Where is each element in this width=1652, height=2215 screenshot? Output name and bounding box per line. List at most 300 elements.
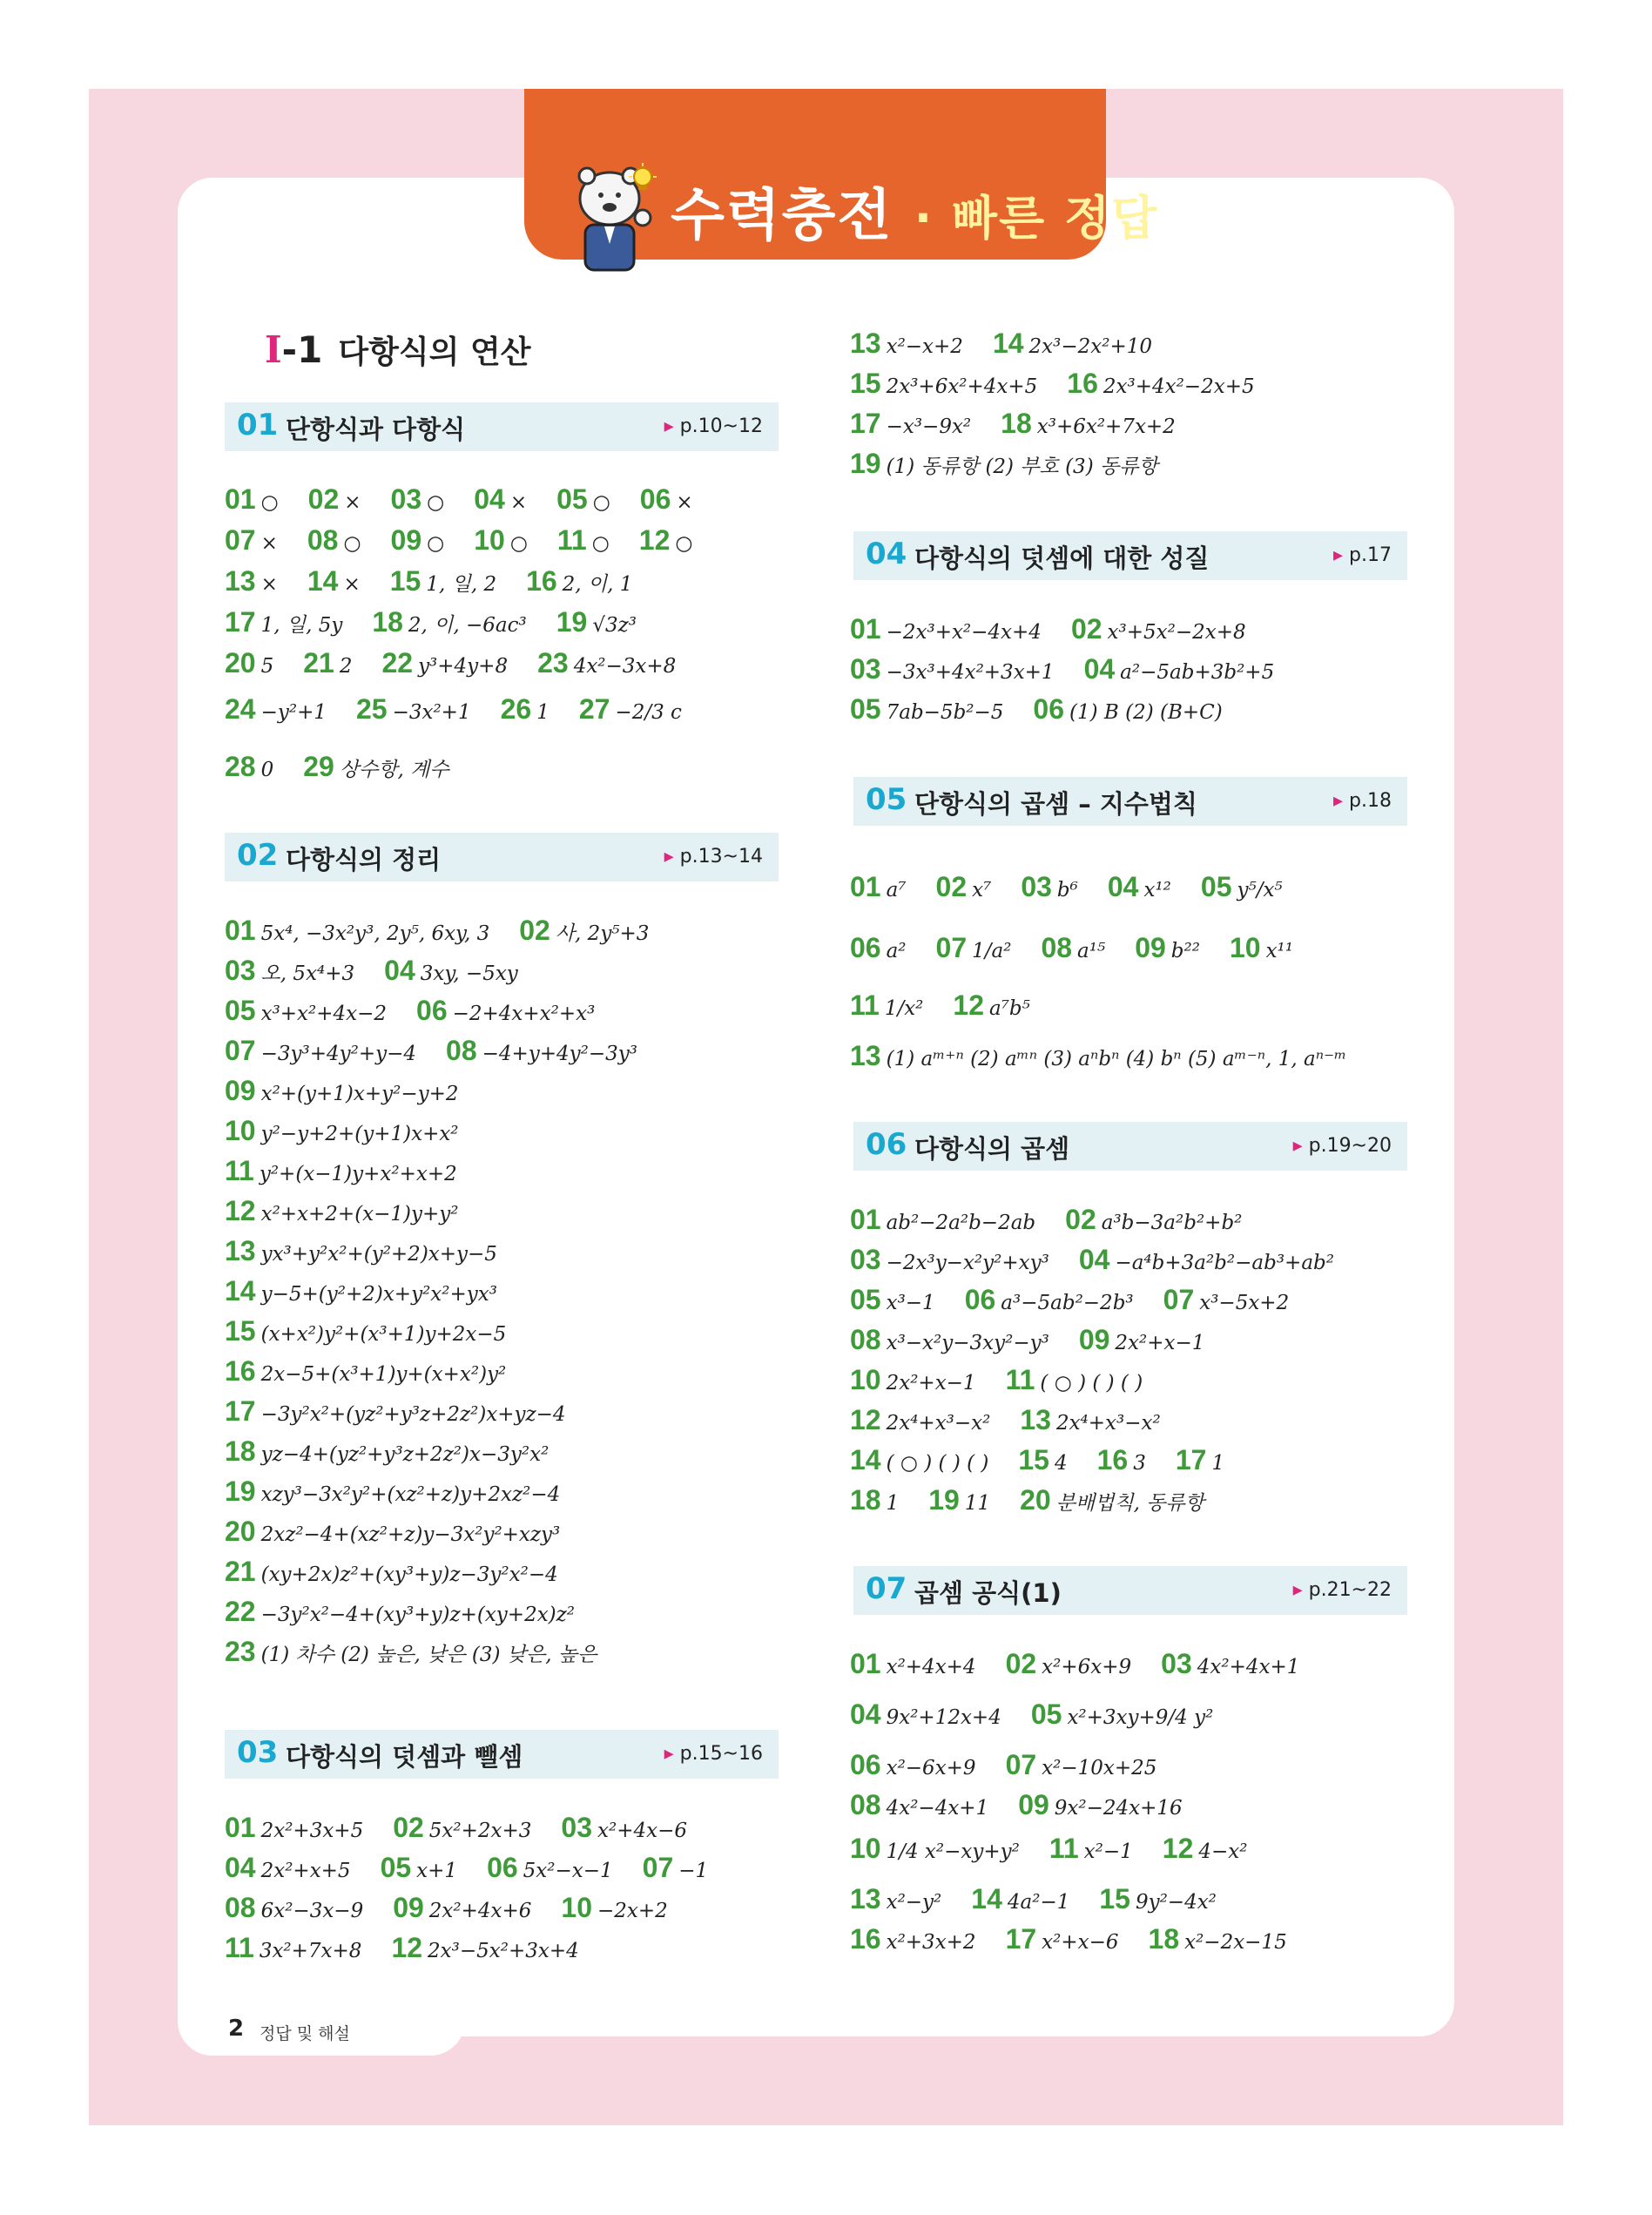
answer-value: x¹² — [1143, 879, 1171, 902]
answer-item — [1067, 368, 1254, 400]
answer-value: 1 — [536, 701, 550, 724]
answer-item — [225, 524, 278, 557]
answer-number: 06 — [1033, 693, 1065, 725]
answer-item — [561, 1892, 667, 1924]
answer-item — [225, 1596, 575, 1628]
answer-value: x³−1 — [886, 1292, 935, 1314]
answer-number: 12 — [953, 989, 984, 1021]
answer-item — [556, 606, 637, 638]
answer-value: 3 — [1133, 1452, 1146, 1475]
section-number: 02 — [237, 838, 279, 873]
answer-number: 05 — [380, 1852, 412, 1883]
answer-number: 08 — [225, 1892, 256, 1923]
answer-value: 오, 5x⁴+3 — [260, 962, 355, 985]
answer-value: ( ○ ) ( ) ( ) — [886, 1452, 989, 1475]
unit-number: -1 — [281, 328, 323, 371]
answer-row — [225, 565, 662, 598]
answer-value: × — [344, 491, 361, 514]
answer-item — [225, 693, 327, 726]
answer-item — [225, 1476, 560, 1508]
answer-value: 3xy, −5xy — [420, 962, 518, 985]
answer-number: 15 — [389, 565, 421, 597]
answer-number: 04 — [850, 1698, 881, 1730]
answer-value: −3x³+4x²+3x+1 — [886, 661, 1055, 684]
answer-row — [850, 1789, 1212, 1821]
answer-number: 23 — [225, 1636, 256, 1667]
answer-value: 2x³+6x²+4x+5 — [886, 375, 1038, 398]
answer-number: 17 — [225, 606, 256, 638]
answer-value: −2x³+x²−4x+4 — [886, 621, 1042, 644]
answer-item — [225, 751, 273, 783]
answer-number: 13 — [1020, 1404, 1051, 1435]
answer-value: y−5+(y²+2)x+y²x²+yx³ — [260, 1283, 497, 1306]
answer-row — [225, 1075, 489, 1107]
section-title: 곱셈 공식(1) — [914, 1578, 1062, 1608]
answer-value: 사, 2y⁵+3 — [555, 922, 650, 945]
answer-number: 09 — [225, 1075, 256, 1106]
answer-number: 09 — [390, 524, 422, 556]
answer-row — [850, 1923, 1317, 1955]
answer-item — [850, 1883, 941, 1915]
answer-number: 13 — [850, 1883, 881, 1914]
answer-item — [1006, 1648, 1132, 1680]
answer-row — [850, 1244, 1364, 1276]
answer-value: x²−6x+9 — [886, 1757, 976, 1779]
answer-row — [225, 1195, 489, 1227]
answer-row — [225, 1115, 489, 1147]
answer-item — [850, 653, 1055, 685]
answer-item — [936, 871, 992, 903]
answer-value: a⁷b⁵ — [989, 997, 1030, 1020]
answer-value: × — [343, 573, 361, 596]
answer-number: 04 — [1083, 653, 1116, 685]
answer-number: 06 — [639, 483, 671, 515]
section-title: 다항식의 정리 — [286, 845, 442, 875]
answer-number: 13 — [850, 1040, 881, 1071]
answer-number: 24 — [225, 693, 256, 725]
answer-item — [1097, 1444, 1146, 1476]
answer-value: × — [676, 491, 693, 514]
answer-item — [356, 693, 471, 726]
answer-item — [850, 1923, 976, 1955]
answer-number: 16 — [1067, 368, 1098, 399]
answer-item — [850, 1789, 988, 1821]
answer-item — [391, 1932, 578, 1964]
answer-item — [393, 1892, 531, 1924]
answer-number: 19 — [928, 1484, 960, 1516]
answer-number: 14 — [971, 1883, 1002, 1914]
page-number: 2 — [228, 2016, 245, 2042]
section-title: 다항식의 곱셈 — [914, 1134, 1070, 1164]
answer-value: ○ — [509, 532, 528, 555]
answer-number: 17 — [850, 408, 881, 439]
answer-number: 05 — [1030, 1698, 1062, 1730]
banner-title — [671, 171, 1158, 251]
answer-item — [225, 1275, 497, 1307]
answer-value: x²−1 — [1083, 1840, 1133, 1863]
answer-value: x²+4x+4 — [886, 1656, 976, 1678]
answer-item — [1163, 1284, 1290, 1316]
answer-item — [307, 565, 361, 598]
answer-item — [643, 1852, 709, 1884]
answer-item — [1071, 613, 1246, 645]
section-page-ref: ▸ p.15~16 — [664, 1743, 763, 1765]
answer-number: 16 — [1096, 1444, 1129, 1476]
section-number: 05 — [866, 782, 907, 817]
answer-item — [850, 1749, 976, 1781]
answer-number: 07 — [1163, 1284, 1195, 1315]
answer-item — [1020, 1484, 1204, 1516]
answer-value: yx³+y²x²+(y²+2)x+y−5 — [260, 1243, 497, 1266]
answer-number: 02 — [519, 915, 550, 946]
answer-number: 10 — [850, 1833, 881, 1864]
answer-item — [850, 408, 971, 440]
answer-item — [391, 483, 445, 516]
answer-number: 06 — [850, 1749, 881, 1780]
answer-item — [487, 1852, 613, 1884]
answer-value: yz−4+(yz²+y³z+2z²)x−3y²x² — [260, 1443, 550, 1466]
answer-number: 18 — [372, 606, 403, 638]
answer-item — [850, 328, 963, 360]
answer-row — [850, 871, 1312, 903]
section-title: 단항식과 다항식 — [286, 415, 466, 444]
answer-value: 5x⁴, −3x²y³, 2y⁵, 6xy, 3 — [260, 922, 490, 945]
answer-row — [850, 613, 1276, 645]
answer-number: 02 — [935, 871, 968, 902]
section-title: 단항식의 곱셈 – 지수법칙 — [914, 789, 1197, 819]
answer-number: 14 — [225, 1275, 256, 1307]
answer-value: 2xz²−4+(xz²+z)y−3x²y²+xzy³ — [260, 1523, 561, 1546]
answer-number: 01 — [850, 613, 881, 645]
answer-number: 04 — [384, 955, 415, 986]
answer-item — [307, 524, 361, 557]
answer-number: 15 — [850, 368, 881, 399]
answer-value: −x³−9x² — [886, 415, 972, 438]
answer-number: 08 — [307, 524, 339, 556]
answer-value: 2 — [339, 655, 353, 678]
answer-row — [850, 989, 1060, 1022]
answer-item — [850, 613, 1042, 645]
answer-value: x²−x+2 — [886, 335, 963, 358]
answer-item — [501, 693, 550, 726]
answer-row — [850, 1404, 1190, 1436]
answer-value: ( ○ ) ( ) ( ) — [1040, 1372, 1143, 1395]
answer-number: 25 — [355, 693, 388, 725]
answer-value: ○ — [591, 532, 610, 555]
answer-number: 17 — [1005, 1923, 1037, 1955]
answer-value: 분배법칙, 동류항 — [1055, 1492, 1204, 1515]
answer-value: 2x⁴+x³−x² — [1055, 1412, 1161, 1435]
answer-number: 05 — [850, 693, 881, 725]
answer-value: a¹⁵ — [1077, 940, 1106, 962]
answer-number: 06 — [416, 995, 448, 1026]
answer-number: 14 — [992, 328, 1024, 359]
answer-value: a⁷ — [886, 879, 907, 902]
answer-item — [1099, 1883, 1217, 1915]
answer-value: ○ — [343, 532, 361, 555]
lightbulb-icon — [625, 162, 660, 197]
answer-value: 2x−5+(x³+1)y+(x+x²)y² — [260, 1363, 507, 1386]
answer-row — [225, 1275, 527, 1307]
answer-item — [1018, 1444, 1067, 1476]
answer-value: −3y²x²+(yz²+y³z+2z²)x+yz−4 — [260, 1403, 566, 1426]
answer-value: 5x²+2x+3 — [428, 1820, 532, 1842]
answer-row — [225, 1035, 667, 1067]
answer-row — [225, 693, 711, 726]
answer-item — [850, 1404, 990, 1436]
answer-number: 09 — [1078, 1324, 1110, 1355]
answer-item — [1020, 1404, 1160, 1436]
answer-number: 03 — [850, 653, 881, 685]
answer-number: 07 — [642, 1852, 674, 1883]
answer-number: 04 — [225, 1852, 256, 1883]
answer-value: x³−5x+2 — [1199, 1292, 1290, 1314]
answer-number: 01 — [850, 1648, 881, 1679]
answer-number: 10 — [474, 524, 505, 556]
answer-number: 03 — [1021, 871, 1052, 902]
answer-item — [850, 1204, 1035, 1236]
answer-number: 09 — [1135, 932, 1166, 963]
answer-number: 04 — [1078, 1244, 1110, 1275]
section-page-ref: ▸ p.13~14 — [664, 846, 763, 868]
answer-number: 12 — [225, 1195, 256, 1226]
answer-item — [1176, 1444, 1224, 1476]
answer-number: 05 — [225, 995, 256, 1026]
answer-value: x²+3x+2 — [886, 1931, 976, 1954]
answer-item — [225, 1932, 361, 1964]
answer-number: 02 — [307, 483, 340, 515]
answer-number: 16 — [526, 565, 557, 597]
answer-row — [225, 606, 666, 638]
answer-number: 06 — [850, 932, 881, 963]
answer-row — [225, 647, 705, 679]
answer-item — [639, 524, 693, 557]
answer-item — [850, 1040, 1346, 1072]
answer-value: b⁶ — [1056, 879, 1078, 902]
answer-number: 04 — [474, 483, 505, 515]
answer-item — [850, 1284, 935, 1316]
answer-item — [850, 1833, 1020, 1865]
answer-value: xzy³−3x²y²+(xz²+z)y+2xz²−4 — [260, 1483, 561, 1506]
answer-item — [640, 483, 693, 516]
answer-item — [850, 1324, 1049, 1356]
answer-number: 13 — [225, 565, 256, 597]
answer-number: 03 — [390, 483, 422, 515]
section-header-04 — [853, 531, 1407, 580]
answer-number: 12 — [850, 1404, 881, 1435]
answer-number: 16 — [225, 1355, 256, 1387]
answer-item — [225, 1435, 549, 1468]
answer-item — [850, 989, 923, 1022]
answer-number: 08 — [850, 1324, 881, 1355]
answer-value: −y²+1 — [260, 701, 327, 724]
section-number: 07 — [866, 1571, 907, 1606]
answer-value: 2x²+3x+5 — [260, 1820, 364, 1842]
unit-title: 다항식의 연산 — [338, 334, 531, 370]
answer-item — [474, 483, 527, 516]
section-header-03 — [225, 1730, 779, 1779]
answer-value: × — [509, 491, 528, 514]
answer-item — [1021, 871, 1078, 903]
answer-value: b²² — [1170, 940, 1200, 962]
answer-number: 21 — [225, 1556, 256, 1587]
unit-heading — [265, 328, 531, 372]
answer-item — [1163, 1833, 1248, 1865]
answer-value: 3x²+7x+8 — [259, 1940, 362, 1962]
answer-number: 03 — [561, 1812, 592, 1843]
section-header-05 — [853, 777, 1407, 826]
answer-number: 06 — [487, 1852, 518, 1883]
answer-value: −3y³+4y²+y−4 — [260, 1043, 417, 1065]
answer-item — [384, 955, 518, 987]
answer-item — [850, 871, 907, 903]
answer-number: 17 — [1175, 1444, 1207, 1476]
answer-item — [225, 1892, 363, 1924]
answer-number: 20 — [225, 1516, 256, 1547]
answer-value: y²+(x−1)y+x²+x+2 — [259, 1163, 457, 1185]
answer-value: a² — [886, 940, 907, 962]
page-footer-label: 정답 및 해설 — [260, 2024, 350, 2043]
answer-number: 03 — [1161, 1648, 1192, 1679]
answer-value: 4x²−4x+1 — [886, 1797, 989, 1820]
answer-value: x¹¹ — [1265, 940, 1293, 962]
answer-row — [225, 1932, 609, 1964]
answer-value: 11 — [964, 1492, 991, 1515]
answer-row — [850, 693, 1252, 726]
answer-number: 18 — [850, 1484, 881, 1516]
answer-item — [225, 1355, 506, 1388]
answer-item — [1161, 1648, 1299, 1680]
answer-item — [225, 1556, 558, 1588]
answer-value: x²+4x−6 — [597, 1820, 687, 1842]
answer-value: −2+4x+x²+x³ — [452, 1003, 596, 1025]
answer-value: x²−y² — [886, 1891, 942, 1914]
answer-item — [225, 1075, 459, 1107]
answer-item — [225, 1235, 497, 1267]
answer-item — [526, 565, 632, 598]
answer-item — [519, 915, 649, 947]
answer-number: 10 — [850, 1364, 881, 1395]
answer-item — [993, 328, 1152, 360]
answer-item — [391, 524, 445, 557]
answer-number: 29 — [303, 751, 334, 782]
answer-item — [850, 1364, 976, 1396]
answer-value: 2x³−5x²+3x+4 — [428, 1940, 579, 1962]
answer-item — [971, 1883, 1069, 1915]
answer-row — [225, 1235, 527, 1267]
answer-number: 07 — [1005, 1749, 1037, 1780]
answer-value: ○ — [592, 491, 610, 514]
answer-value: 1/a² — [972, 940, 1012, 962]
answer-item — [308, 483, 361, 516]
answer-item — [1149, 1923, 1287, 1955]
answer-number: 02 — [1070, 613, 1102, 645]
answer-value: √3z³ — [592, 614, 637, 637]
answer-value: x+1 — [416, 1860, 458, 1882]
answer-row — [850, 1324, 1234, 1356]
answer-number: 08 — [446, 1035, 477, 1066]
answer-item — [1065, 1204, 1242, 1236]
answer-value: ○ — [260, 491, 279, 514]
answer-item — [303, 751, 448, 783]
answer-item — [225, 483, 279, 516]
answer-value: 2x²+4x+6 — [428, 1900, 532, 1922]
answer-item — [225, 1195, 459, 1227]
answer-number: 11 — [556, 524, 587, 556]
answer-item — [225, 565, 278, 598]
answer-number: 02 — [1065, 1204, 1096, 1235]
answer-item — [1049, 1833, 1133, 1865]
answer-number: 20 — [225, 647, 256, 679]
answer-row — [225, 1435, 578, 1468]
answer-value: 4a²−1 — [1007, 1891, 1070, 1914]
answer-item — [561, 1812, 687, 1844]
answer-item — [225, 995, 387, 1027]
answer-number: 14 — [850, 1444, 881, 1476]
answer-number: 10 — [225, 1115, 256, 1146]
answer-value: x²+x+2+(x−1)y+y² — [260, 1203, 459, 1226]
answer-value: 1, 일, 5y — [260, 614, 343, 637]
answer-value: × — [260, 532, 278, 555]
answer-row — [850, 1749, 1186, 1781]
answer-row — [850, 448, 1188, 480]
answer-value: x²−2x−15 — [1184, 1931, 1287, 1954]
answer-value: x²+x−6 — [1042, 1931, 1119, 1954]
answer-number: 10 — [561, 1892, 592, 1923]
answer-item — [850, 693, 1003, 726]
answer-value: 2x²+x−1 — [1115, 1332, 1205, 1354]
answer-item — [390, 565, 496, 598]
answer-item — [225, 1395, 566, 1428]
answer-number: 15 — [225, 1315, 256, 1347]
answer-row — [225, 1812, 717, 1844]
answer-row — [225, 524, 722, 557]
answer-number: 07 — [225, 524, 256, 556]
answer-item — [1230, 932, 1293, 964]
answer-number: 05 — [556, 483, 588, 515]
answer-item — [1201, 871, 1283, 903]
answer-number: 01 — [225, 915, 256, 946]
answer-number: 01 — [225, 483, 256, 515]
section-page-ref: ▸ p.19~20 — [1293, 1135, 1392, 1157]
answer-number: 05 — [850, 1284, 881, 1315]
answer-value: x³+6x²+7x+2 — [1036, 415, 1176, 438]
answer-value: 7ab−5b²−5 — [886, 701, 1004, 724]
answer-number: 12 — [1162, 1833, 1194, 1864]
answer-row — [225, 995, 624, 1027]
answer-number: 18 — [1001, 408, 1032, 439]
answer-item — [1079, 1244, 1334, 1276]
answer-item — [225, 1852, 351, 1884]
answer-value: a³b−3a²b²+b² — [1101, 1212, 1243, 1234]
answer-value: x²+(y+1)x+y²−y+2 — [260, 1083, 459, 1105]
answer-value: (1) B (2) (B+C) — [1069, 701, 1223, 724]
answer-value: 5 — [260, 655, 274, 678]
answer-item — [928, 1484, 990, 1516]
answer-value: x²+3xy+9/4 y² — [1067, 1706, 1214, 1729]
answer-value: ○ — [427, 491, 445, 514]
answer-item — [372, 606, 526, 638]
answer-item — [225, 1516, 560, 1548]
answer-number: 11 — [850, 989, 880, 1021]
answer-number: 09 — [1018, 1789, 1049, 1820]
answer-item — [225, 1636, 597, 1668]
answer-item — [225, 1035, 416, 1067]
answer-item — [850, 1698, 1001, 1731]
answer-number: 18 — [1148, 1923, 1180, 1955]
answer-item — [850, 1648, 976, 1680]
answer-number: 13 — [225, 1235, 256, 1266]
